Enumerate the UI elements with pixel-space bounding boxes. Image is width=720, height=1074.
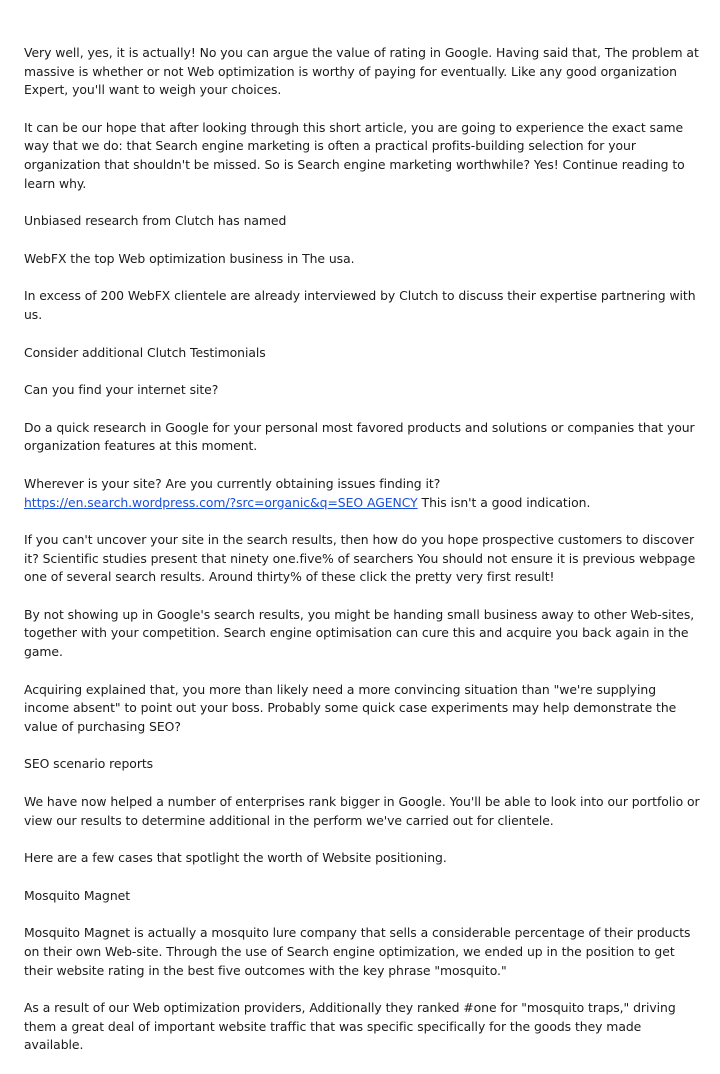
paragraph: WebFX the top Web optimization business in The usa. bbox=[24, 250, 355, 266]
paragraph-text: This isn't a good indication. bbox=[417, 494, 591, 510]
paragraph: Do a quick research in Google for your personal most favored products and solutions or companies that your organization features at this moment. bbox=[24, 419, 695, 454]
paragraph: Mosquito Magnet is actually a mosquito lure company that sells a considerable percentage of their products on their own Web-site. Through the use of Search engine optimization, we ended up in the position to get their website rating in the best five outcomes with the key phrase "mosquito." bbox=[24, 925, 691, 978]
paragraph: Acquiring explained that, you more than likely need a more convincing situation than "we're supplying income absent" to point out your boss. Probably some quick case experiments may help demonstrate the value of purchasing SEO? bbox=[24, 681, 677, 734]
paragraph: Unbiased research from Clutch has named bbox=[24, 213, 287, 229]
article-body bbox=[24, 44, 704, 1074]
paragraph: It can be our hope that after looking through this short article, you are going to experience the exact same way that we do: that Search engine marketing is often a practical profits-building selection for your organization that shouldn't be missed. So is Search engine marketing worthwhile? Yes! Continue reading to learn why. bbox=[24, 119, 685, 191]
paragraph: We have now helped a number of enterprises rank bigger in Google. You'll be able to look into our portfolio or view our results to determine additional in the perform we've carried out for clientele. bbox=[24, 794, 700, 828]
search-link[interactable]: https://en.search.wordpress.com/?src=organic&q=SEO AGENCY bbox=[24, 494, 418, 510]
paragraph: In excess of 200 WebFX clientele are already interviewed by Clutch to discuss their expertise partnering with us. bbox=[24, 288, 696, 322]
paragraph-with-link bbox=[24, 475, 704, 512]
paragraph-text: Wherever is your site? Are you currently obtaining issues finding it? bbox=[24, 475, 441, 491]
paragraph: Very well, yes, it is actually! No you can argue the value of rating in Google. Having said that, The problem at massive is whether or not Web optimization is worthy of paying for eventually. Like any good organization Expert, you'll want to weigh your choices. bbox=[24, 45, 699, 98]
paragraph: Can you find your internet site? bbox=[24, 382, 219, 398]
paragraph: SEO scenario reports bbox=[24, 756, 154, 772]
paragraph: By not showing up in Google's search results, you might be handing small business away to other Web-sites, together with your competition. Search engine optimisation can cure this and acquire you back again in the game. bbox=[24, 606, 695, 660]
paragraph: If you can't uncover your site in the search results, then how do you hope prospective customers to discover it? Scientific studies present that ninety one.five% of searchers You should not ensure it is previous webpage one of several search results. Around thirty% of these click the pretty very first result! bbox=[24, 532, 696, 585]
paragraph: Here are a few cases that spotlight the worth of Website positioning. bbox=[24, 850, 447, 866]
paragraph: As a result of our Web optimization providers, Additionally they ranked #one for "mosquito traps," driving them a great deal of important website traffic that was specific specifically for the goods they made available. bbox=[24, 1000, 676, 1053]
paragraph: Mosquito Magnet bbox=[24, 887, 130, 903]
paragraph: Consider additional Clutch Testimonials bbox=[24, 344, 266, 360]
